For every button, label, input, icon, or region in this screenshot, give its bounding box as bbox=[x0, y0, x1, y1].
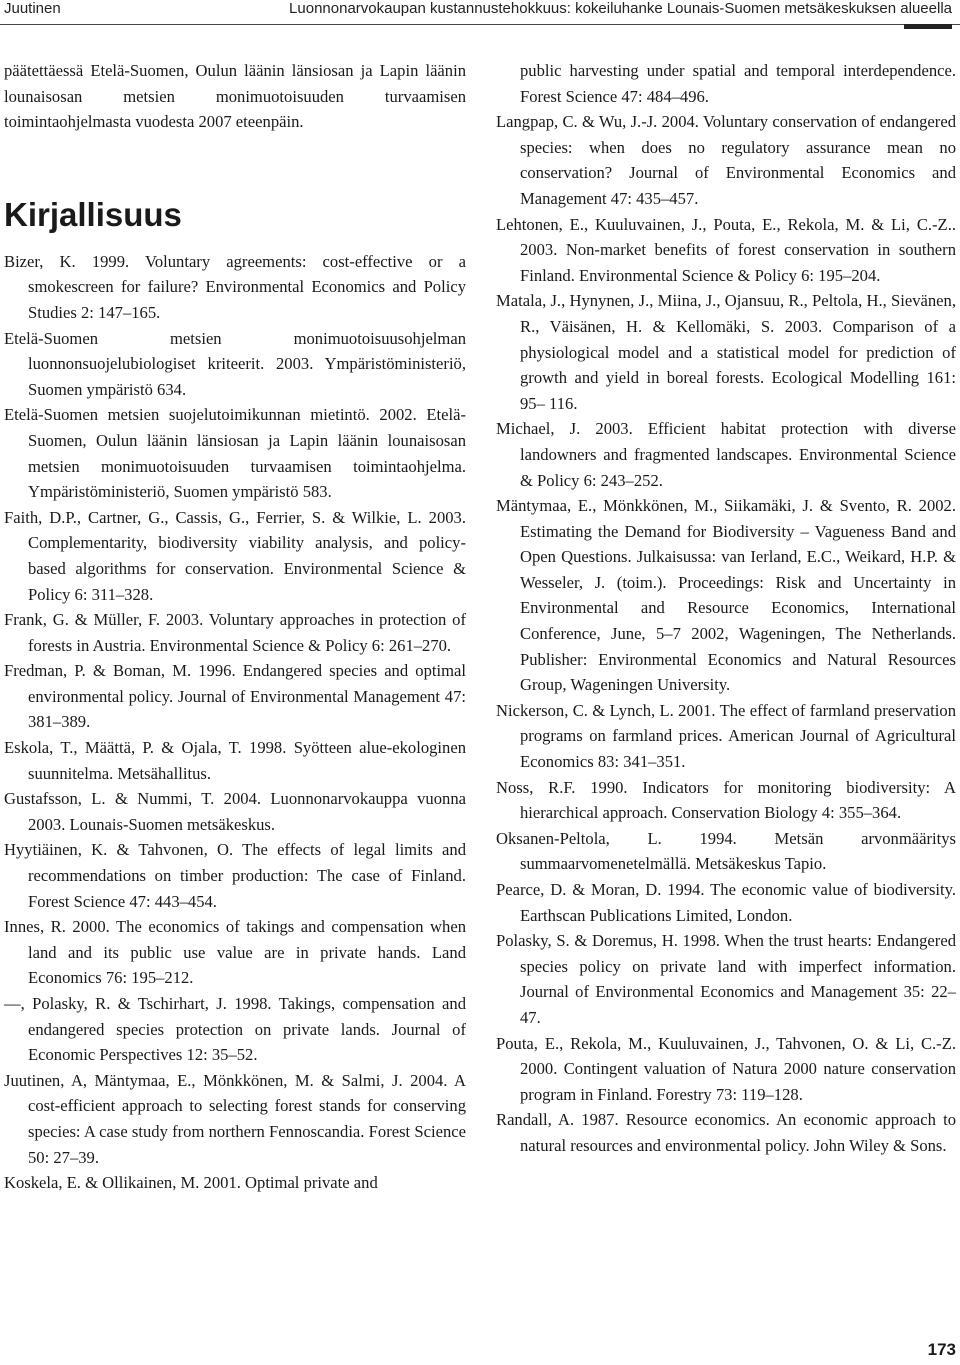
reference-item: Michael, J. 2003. Efficient habitat protection with diverse landowners and fragmented landscapes. Environmental Science & Policy 6: 243–252. bbox=[496, 419, 956, 490]
reference-item: Noss, R.F. 1990. Indicators for monitoring biodiversity: A hierarchical approach. Conservation Biology 4: 355–364. bbox=[496, 777, 956, 823]
header-rule-block bbox=[904, 24, 952, 29]
running-header bbox=[0, 0, 960, 24]
left-column bbox=[4, 58, 466, 1196]
reference-item: Innes, R. 2000. The economics of takings and compensation when land and its public use value are in private hands. Land Economics 76: 195–212. bbox=[4, 917, 466, 988]
reference-item: Bizer, K. 1999. Voluntary agreements: cost-effective or a smokescreen for failure? Environmental Economics and Policy Studies 2: 147–165. bbox=[4, 251, 466, 322]
reference-item: Lehtonen, E., Kuuluvainen, J., Pouta, E., Rekola, M. & Li, C.-Z.. 2003. Non-market benefits of forest conservation in southern Finland. Environmental Science & Policy 6: 195–204. bbox=[496, 214, 956, 285]
reference-list-right bbox=[496, 58, 956, 1159]
reference-item: Gustafsson, L. & Nummi, T. 2004. Luonnonarvokauppa vuonna 2003. Lounais-Suomen metsäkeskus. bbox=[4, 789, 466, 834]
reference-item: Etelä-Suomen metsien suojelutoimikunnan mietintö. 2002. Etelä-Suomen, Oulun läänin länsiosan ja Lapin läänin lounaisosan metsien monimuotoisuuden turvaamisen toimintaohjelma. Ympäristöministeriö, Suomen ympäristö 583. bbox=[4, 405, 466, 502]
reference-item: Mäntymaa, E., Mönkkönen, M., Siikamäki, J. & Svento, R. 2002. Estimating the Demand for Biodiversity – Vagueness Band and Open Questions. Julkaisussa: van Ierland, E.C., Weikard, H.P. & Wesseler, J. (toim.). Proceedings: Risk and Uncertainty in Environmental and Resource Economics, International Conference, June, 5–7 2002, Wageningen, The Netherlands. Publisher: Environmental Economics and Natural Resources Group, Wageningen University. bbox=[496, 496, 956, 695]
reference-continuation: public harvesting under spatial and temporal interdependence. Forest Science 47: 484–496. bbox=[520, 61, 956, 106]
reference-list-left bbox=[4, 249, 466, 1196]
reference-item: Pearce, D. & Moran, D. 1994. The economic value of biodiversity. Earthscan Publications Limited, London. bbox=[496, 880, 956, 925]
reference-item: Fredman, P. & Boman, M. 1996. Endangered species and optimal environmental policy. Journal of Environmental Management 47: 381–389. bbox=[4, 661, 466, 732]
right-column bbox=[496, 58, 956, 1159]
reference-item: Etelä-Suomen metsien monimuotoisuusohjelman luonnonsuojelubiologiset kriteerit. 2003. Ympäristöministeriö, Suomen ympäristö 634. bbox=[4, 328, 466, 399]
page-number: 173 bbox=[927, 1340, 956, 1359]
section-heading: Kirjallisuus bbox=[4, 195, 182, 233]
header-title: Luonnonarvokaupan kustannustehokkuus: kokeiluhanke Lounais-Suomen metsäkeskuksen alueella bbox=[289, 0, 952, 17]
reference-item: Polasky, S. & Doremus, H. 1998. When the trust hearts: Endangered species policy on private land with imperfect information. Journal of Environmental Economics and Management 35: 22–47. bbox=[496, 931, 956, 1027]
reference-item: Juutinen, A, Mäntymaa, E., Mönkkönen, M. & Salmi, J. 2004. A cost-efficient approach to selecting forest stands for conserving species: A case study from northern Fennoscandia. Forest Science 50: 27–39. bbox=[4, 1070, 466, 1167]
reference-item: Matala, J., Hynynen, J., Miina, J., Ojansuu, R., Peltola, H., Sievänen, R., Väisänen, H. & Kellomäki, S. 2003. Comparison of a physiological model and a statistical model for prediction of growth and yield in boreal forests. Ecological Modelling 161: 95– 116. bbox=[496, 291, 956, 413]
reference-item: —, Polasky, R. & Tschirhart, J. 1998. Takings, compensation and endangered species protection on private lands. Journal of Economic Perspectives 12: 35–52. bbox=[4, 994, 466, 1065]
reference-item: Randall, A. 1987. Resource economics. An economic approach to natural resources and environmental policy. John Wiley & Sons. bbox=[496, 1110, 956, 1155]
reference-item: Frank, G. & Müller, F. 2003. Voluntary approaches in protection of forests in Austria. Environmental Science & Policy 6: 261–270. bbox=[4, 610, 466, 655]
reference-item: Oksanen-Peltola, L. 1994. Metsän arvonmääritys summaarvomenetelmällä. Metsäkeskus Tapio. bbox=[496, 828, 956, 874]
header-rule bbox=[0, 24, 960, 25]
reference-item: Hyytiäinen, K. & Tahvonen, O. The effects of legal limits and recommendations on timber production: The case of Finland. Forest Science 47: 443–454. bbox=[4, 840, 466, 911]
reference-item: Koskela, E. & Ollikainen, M. 2001. Optimal private and bbox=[4, 1173, 378, 1193]
reference-item: Nickerson, C. & Lynch, L. 2001. The effect of farmland preservation programs on farmland prices. American Journal of Agricultural Economics 83: 341–351. bbox=[496, 700, 956, 772]
header-author: Juutinen bbox=[4, 0, 61, 17]
reference-item: Pouta, E., Rekola, M., Kuuluvainen, J., Tahvonen, O. & Li, C.-Z. 2000. Contingent valuation of Natura 2000 nature conservation program in Finland. Forestry 73: 119–128. bbox=[496, 1033, 956, 1104]
intro-paragraph: päätettäessä Etelä-Suomen, Oulun läänin länsiosan ja Lapin läänin lounaisosan metsien monimuotoisuuden turvaamisen toimintaohjelmasta vuodesta 2007 eteenpäin. bbox=[4, 61, 466, 132]
reference-item: Faith, D.P., Cartner, G., Cassis, G., Ferrier, S. & Wilkie, L. 2003. Complementarity, biodiversity viability analysis, and policy-based algorithms for conservation. Environmental Science & Policy 6: 311–328. bbox=[4, 507, 466, 604]
reference-item: Langpap, C. & Wu, J.-J. 2004. Voluntary conservation of endangered species: when does no regulatory assurance mean no conservation? Journal of Environmental Economics and Management 47: 435–457. bbox=[496, 112, 956, 208]
reference-item: Eskola, T., Määttä, P. & Ojala, T. 1998. Syötteen alue-ekologinen suunnitelma. Metsähallitus. bbox=[4, 738, 466, 783]
